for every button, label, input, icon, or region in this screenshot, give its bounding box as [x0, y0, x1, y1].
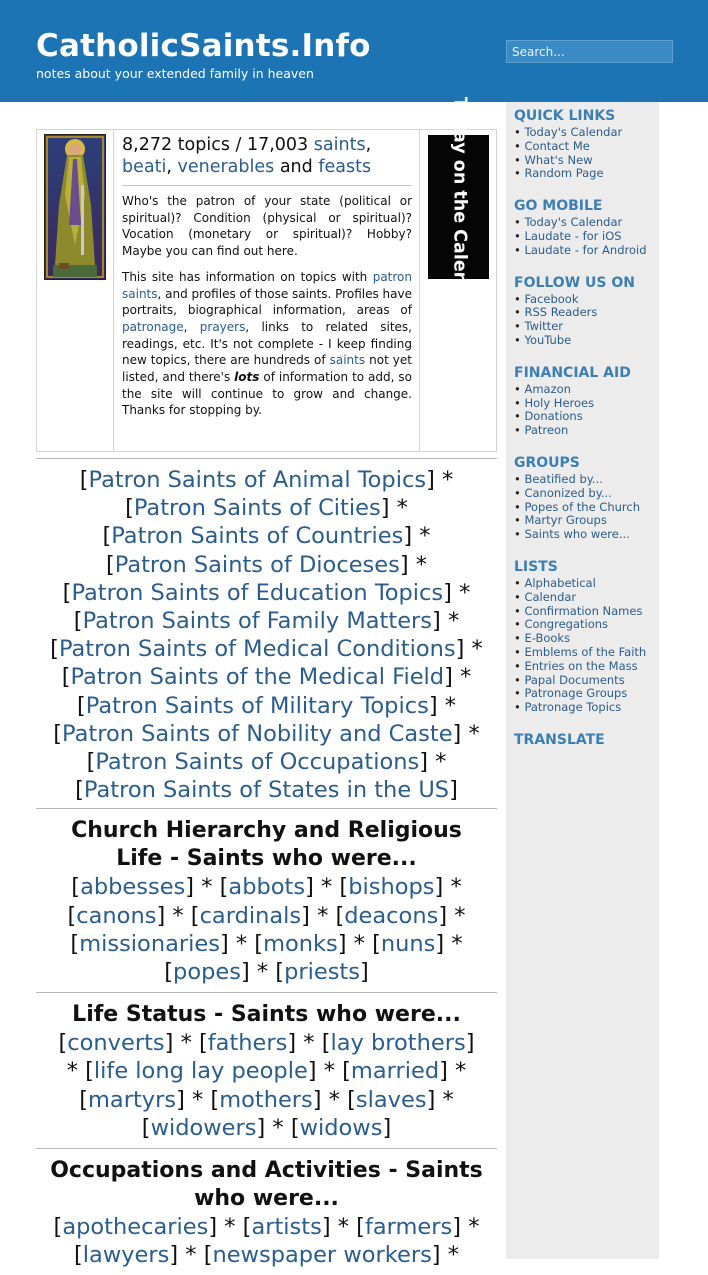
sidebar-item-contact-me[interactable]: Contact Me: [524, 138, 590, 153]
stats-count: 8,272 topics / 17,003: [122, 135, 309, 155]
intro-text-fragment: ,: [183, 319, 188, 334]
sidebar-quick-links: QUICK LINKS • Today's Calendar • Contact Me • What's New • Random Page: [514, 108, 653, 181]
prayers-link[interactable]: prayers: [199, 319, 246, 334]
stats-beati-link[interactable]: beati: [122, 157, 167, 177]
section-links: [apothecaries] * [artists] * [farmers] * [lawyers] * [newspaper workers] *: [53, 1214, 480, 1269]
section-life-status: [36, 993, 497, 1148]
link-artists[interactable]: artists: [251, 1214, 322, 1241]
link-missionaries[interactable]: missionaries: [79, 930, 220, 957]
link-mothers[interactable]: mothers: [219, 1086, 313, 1113]
link-cardinals[interactable]: cardinals: [199, 902, 302, 929]
intro-box: [36, 96, 497, 452]
section-title-line: who were...: [194, 1186, 339, 1212]
link-converts[interactable]: converts: [67, 1030, 165, 1057]
sidebar-groups: GROUPS • Beatified by... • Canonized by... • Popes of the Church • Martyr Groups • Saints who were...: [514, 455, 653, 542]
intro-text: [122, 134, 412, 428]
patron-link-dioceses[interactable]: Patron Saints of Dioceses: [114, 551, 400, 578]
patron-saints-link[interactable]: patron saints: [122, 269, 412, 301]
sidebar-heading: GO MOBILE: [514, 198, 603, 215]
link-apothecaries[interactable]: apothecaries: [62, 1214, 209, 1241]
intro-text-fragment: not yet listed, and there's: [122, 353, 412, 385]
sidebar-item-calendar[interactable]: Calendar: [524, 589, 577, 604]
stained-glass-saint-image[interactable]: [44, 134, 106, 280]
link-newspaper-workers[interactable]: newspaper workers: [212, 1242, 432, 1269]
patron-link-countries[interactable]: Patron Saints of Countries: [111, 523, 404, 550]
link-deacons[interactable]: deacons: [344, 902, 439, 929]
site-tagline: notes about your extended family in heaven: [36, 66, 314, 81]
intro-divider: [419, 130, 420, 451]
search-input[interactable]: [506, 40, 673, 63]
stats-separator: ,: [365, 135, 372, 155]
section-occupations: [36, 1149, 497, 1275]
section-links: [abbesses] * [abbots] * [bishops] * [canons] * [cardinals] * [deacons] * [missionaries] * [monks] * [nuns] * [popes] * [priests]: [67, 874, 466, 986]
link-fathers[interactable]: fathers: [207, 1030, 288, 1057]
intro-divider: [113, 130, 114, 451]
sidebar-heading: LISTS: [514, 558, 558, 575]
section-title-line: Church Hierarchy and Religious: [71, 818, 462, 844]
sidebar-item-random-page[interactable]: Random Page: [524, 166, 604, 181]
intro-text-fragment: This site has information on topics with: [122, 269, 368, 284]
sidebar-item-popes-of-church[interactable]: Popes of the Church: [524, 499, 640, 514]
sidebar-item-todays-calendar[interactable]: Today's Calendar: [524, 125, 623, 139]
link-popes[interactable]: popes: [173, 959, 241, 986]
patron-link-medical-field[interactable]: Patron Saints of the Medical Field: [70, 664, 445, 691]
sidebar-item-beatified-by[interactable]: Beatified by...: [524, 471, 603, 486]
link-canons[interactable]: canons: [76, 902, 157, 929]
sidebar-follow-us: FOLLOW US ON • Facebook • RSS Readers • Twitter • YouTube: [514, 275, 653, 348]
sidebar-item-e-books[interactable]: E-Books: [524, 631, 571, 646]
sidebar-item-laudate-ios[interactable]: Laudate - for iOS: [524, 228, 622, 243]
sidebar-item-confirmation-names[interactable]: Confirmation Names: [524, 603, 643, 618]
patron-link-states-us[interactable]: Patron Saints of States in the US: [83, 777, 450, 804]
link-widows[interactable]: widows: [299, 1114, 383, 1141]
saints-link[interactable]: saints: [329, 353, 366, 368]
sidebar: [506, 102, 659, 1259]
intro-text-fragment: of information to add, so the site will continue to grow and change. Thanks for stopping by.: [122, 370, 412, 418]
stats-and: and: [279, 157, 313, 177]
sidebar-item-congregations[interactable]: Congregations: [524, 617, 609, 632]
sidebar-item-entries-on-mass[interactable]: Entries on the Mass: [524, 658, 638, 673]
sidebar-item-holy-heroes[interactable]: Holy Heroes: [524, 395, 595, 410]
link-lawyers[interactable]: lawyers: [82, 1242, 170, 1269]
patron-link-occupations[interactable]: Patron Saints of Occupations: [95, 749, 420, 776]
intro-paragraph-1: Who's the patron of your state (political or spiritual)? Condition (physical or spiritual)? Vocation (monetary or spiritual)? Hobby? Maybe you can find out here.: [122, 194, 412, 259]
link-farmers[interactable]: farmers: [364, 1214, 453, 1241]
section-title-line: Occupations and Activities - Saints: [50, 1158, 483, 1184]
sidebar-heading: QUICK LINKS: [514, 108, 616, 124]
sidebar-heading: FOLLOW US ON: [514, 274, 635, 291]
sidebar-item-mobile-calendar[interactable]: Today's Calendar: [524, 215, 623, 230]
patron-link-medical-conditions[interactable]: Patron Saints of Medical Conditions: [58, 636, 456, 663]
sidebar-item-saints-who-were[interactable]: Saints who were...: [524, 527, 630, 542]
patron-link-education-topics[interactable]: Patron Saints of Education Topics: [71, 579, 444, 606]
intro-rule: [122, 185, 412, 186]
sidebar-go-mobile: GO MOBILE • Today's Calendar • Laudate - for iOS • Laudate - for Android: [514, 198, 653, 257]
sidebar-item-amazon[interactable]: Amazon: [524, 381, 571, 396]
patron-link-military-topics[interactable]: Patron Saints of Military Topics: [85, 692, 429, 719]
link-abbesses[interactable]: abbesses: [80, 874, 186, 901]
link-priests[interactable]: priests: [284, 959, 360, 986]
link-monks[interactable]: monks: [263, 930, 338, 957]
link-abbots[interactable]: abbots: [228, 874, 306, 901]
sidebar-item-patreon[interactable]: Patreon: [524, 423, 569, 438]
patron-link-animal-topics[interactable]: Patron Saints of Animal Topics: [88, 467, 427, 493]
stats-feasts-link[interactable]: feasts: [318, 157, 372, 177]
calendar-badge-label: Today on the Calendar: [449, 96, 469, 318]
link-lay-brothers[interactable]: lay brothers: [330, 1030, 466, 1057]
sidebar-financial-aid: FINANCIAL AID • Amazon • Holy Heroes • Donations • Patreon: [514, 365, 653, 438]
section-title-line: Life - Saints who were...: [116, 846, 417, 872]
intro-text-fragment: , links to related sites, readings, etc. It's not complete - I keep finding new topics, there are hundreds of: [122, 319, 412, 368]
main-content: [36, 458, 497, 1275]
sidebar-item-donations[interactable]: Donations: [524, 409, 583, 424]
link-life-long-lay-people[interactable]: life long lay people: [93, 1058, 308, 1085]
sidebar-item-twitter[interactable]: Twitter: [524, 319, 563, 334]
section-title: [36, 817, 497, 873]
patron-topics-list: [Patron Saints of Animal Topics] * [Patron Saints of Cities] * [Patron Saints of Countries] * [Patron Saints of Dioceses] * [Patron Saints of Education Topics] * [Patron Saints of Family Matters] * [Patron Saints of Medical Conditions] * [Patron Saints of the Medical Field] * [Patron Saints of Military Topics] * [Patron Saints of Nobility and Caste] * [Patron Saints of Occupations] * [Patron Saints of States in the US]: [50, 467, 483, 804]
link-married[interactable]: married: [350, 1058, 440, 1085]
sidebar-heading-translate[interactable]: TRANSLATE: [514, 731, 605, 748]
section-title: Life Status - Saints who were...: [72, 1002, 461, 1028]
stats-separator: ,: [166, 157, 172, 177]
link-slaves[interactable]: slaves: [355, 1086, 427, 1113]
sidebar-item-laudate-android[interactable]: Laudate - for Android: [524, 242, 647, 257]
site-stats: [122, 134, 412, 178]
intro-paragraph-2: [122, 269, 412, 419]
sidebar-item-emblems[interactable]: Emblems of the Faith: [524, 644, 647, 659]
site-header: [0, 0, 708, 102]
sidebar-item-papal-documents[interactable]: Papal Documents: [524, 672, 625, 687]
section-links: [converts] * [fathers] * [lay brothers] * [life long lay people] * [married] * [martyrs] * [mothers] * [slaves] * [widowers] * [widows]: [58, 1030, 475, 1141]
sidebar-item-patronage-groups[interactable]: Patronage Groups: [524, 686, 628, 701]
patron-link-nobility-caste[interactable]: Patron Saints of Nobility and Caste: [62, 720, 453, 747]
link-widowers[interactable]: widowers: [150, 1114, 257, 1141]
patron-link-family-matters[interactable]: Patron Saints of Family Matters: [82, 608, 433, 635]
sidebar-translate: [514, 732, 653, 749]
lots-emphasis: lots: [234, 370, 260, 385]
sidebar-item-facebook[interactable]: Facebook: [524, 291, 579, 306]
sidebar-item-youtube[interactable]: YouTube: [524, 332, 572, 347]
sidebar-item-whats-new[interactable]: What's New: [524, 152, 593, 167]
sidebar-lists: LISTS • Alphabetical • Calendar • Confirmation Names • Congregations • E-Books • Emblems of the Faith • Entries on the Mass • Papal Documents • Patronage Groups • Patronage Topics: [514, 559, 653, 715]
link-bishops[interactable]: bishops: [348, 874, 435, 901]
sidebar-item-canonized-by[interactable]: Canonized by...: [524, 485, 612, 500]
sidebar-item-martyr-groups[interactable]: Martyr Groups: [524, 513, 607, 528]
link-martyrs[interactable]: martyrs: [88, 1086, 177, 1113]
link-nuns[interactable]: nuns: [380, 930, 436, 957]
today-on-calendar-badge[interactable]: [428, 96, 489, 318]
sidebar-item-alphabetical[interactable]: Alphabetical: [524, 575, 596, 590]
sidebar-heading: GROUPS: [514, 454, 580, 471]
section-title: [36, 1157, 497, 1213]
stats-venerables-link[interactable]: venerables: [177, 157, 275, 177]
section-hierarchy: [36, 809, 497, 992]
sidebar-item-patronage-topics[interactable]: Patronage Topics: [524, 700, 622, 715]
site-title-link[interactable]: CatholicSaints.Info: [36, 28, 371, 64]
patron-link-cities[interactable]: Patron Saints of Cities: [133, 495, 381, 522]
sidebar-heading: FINANCIAL AID: [514, 364, 631, 381]
patronage-link[interactable]: patronage: [122, 319, 184, 334]
stats-saints-link[interactable]: saints: [313, 135, 366, 155]
intro-text-fragment: , and profiles of those saints. Profiles have portraits, biographical information, areas of: [122, 286, 412, 318]
sidebar-item-rss-readers[interactable]: RSS Readers: [524, 305, 598, 320]
